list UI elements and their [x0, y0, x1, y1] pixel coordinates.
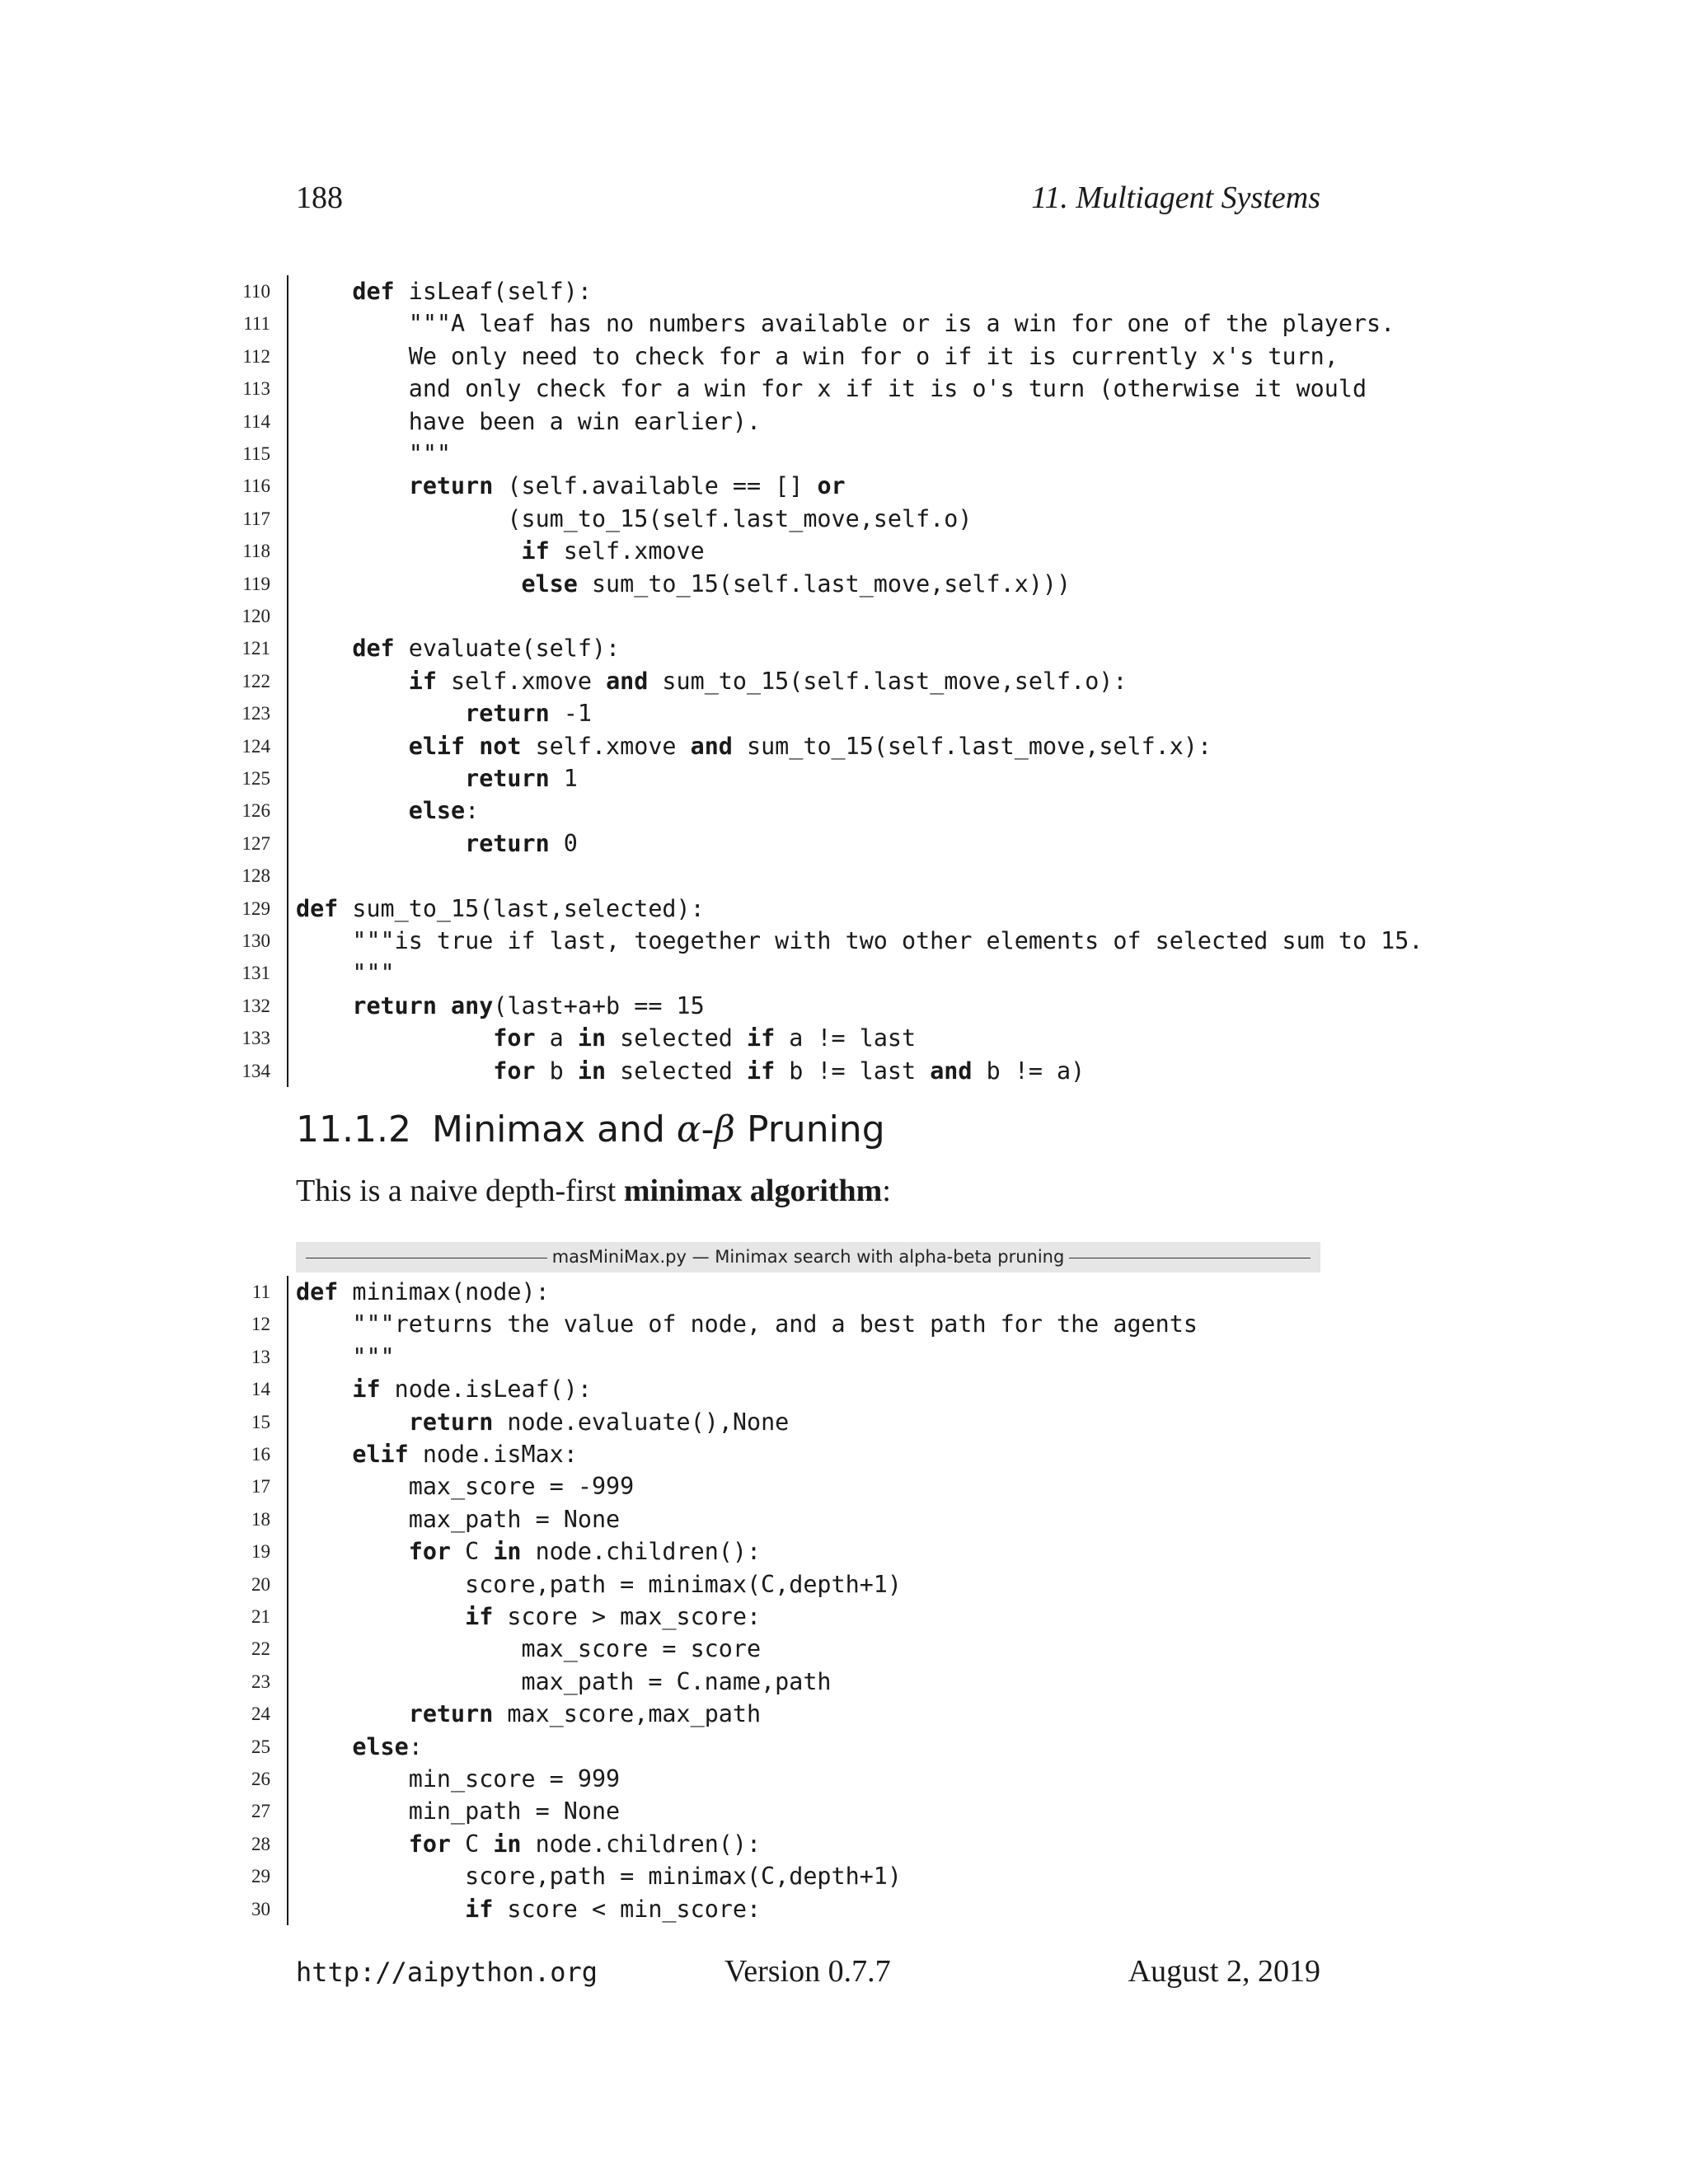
keyword: in: [577, 1024, 607, 1052]
code-text: [296, 568, 1071, 600]
code-token: a: [535, 1024, 578, 1052]
code-text: [296, 470, 846, 502]
code-token: isLeaf(self):: [394, 278, 592, 305]
code-token: [296, 278, 352, 305]
line-number: 126: [241, 800, 270, 822]
code-line: [0, 1795, 1688, 1827]
code-token: b: [535, 1057, 578, 1085]
code-line: [0, 1666, 1688, 1698]
line-number: 121: [241, 638, 270, 659]
code-line: [0, 568, 1688, 600]
line-number: 111: [243, 313, 270, 335]
code-line: [0, 1860, 1688, 1892]
code-token: min_score = 999: [296, 1765, 621, 1793]
code-line: [0, 1698, 1688, 1730]
line-number: 28: [251, 1833, 270, 1854]
code-line: [0, 1893, 1688, 1925]
line-number: 11: [251, 1282, 270, 1302]
line-number: 110: [242, 281, 270, 302]
line-number: 115: [242, 443, 270, 464]
code-line: [0, 1633, 1688, 1665]
code-token: [296, 1896, 465, 1923]
code-token: """A leaf has no numbers available or is a win for one of the players.: [296, 310, 1395, 338]
code-token: b != a): [972, 1057, 1085, 1085]
code-token: max_score = score: [296, 1635, 762, 1663]
code-token: score,path = minimax(C,depth+1): [296, 1570, 902, 1598]
section-title: Minimax and α-β Pruning: [432, 1108, 885, 1151]
alpha-symbol: α: [676, 1108, 701, 1151]
code-line: [0, 307, 1688, 340]
keyword: elif: [408, 732, 466, 760]
code-line: [0, 762, 1688, 794]
code-text: [296, 1893, 761, 1925]
code-line: [0, 1601, 1688, 1633]
keyword: if: [352, 1376, 381, 1404]
code-text: [296, 1341, 395, 1373]
code-token: [296, 537, 521, 565]
code-token: sum_to_15(self.last_move,self.o):: [648, 667, 1128, 695]
keyword: return: [465, 829, 550, 857]
code-token: """is true if last, toegether with two other elements of selected sum to 15.: [296, 927, 1423, 954]
keyword: return: [465, 765, 550, 792]
code-token: -1: [549, 700, 592, 728]
code-text: [296, 307, 1395, 340]
code-token: :: [408, 1732, 423, 1760]
code-listing-islead-evaluate: [0, 275, 1688, 1087]
keyword: def: [296, 1278, 339, 1305]
code-token: """: [296, 1343, 395, 1371]
code-token: selected: [606, 1024, 747, 1052]
line-number: 134: [241, 1060, 270, 1081]
keyword: or: [817, 472, 846, 500]
code-token: score > max_score:: [493, 1603, 762, 1630]
line-number: 113: [242, 378, 270, 400]
keyword: else: [408, 797, 466, 825]
code-token: max_score = -999: [296, 1473, 635, 1501]
code-line: [0, 600, 1688, 632]
line-number: 125: [241, 768, 270, 789]
code-text: [296, 1601, 761, 1633]
code-text: [296, 632, 620, 664]
code-text: [296, 503, 972, 535]
code-token: [296, 1057, 493, 1085]
code-token: score < min_score:: [493, 1895, 762, 1923]
line-number: 17: [251, 1476, 270, 1497]
code-token: [296, 1700, 409, 1727]
keyword: in: [577, 1057, 607, 1085]
line-number: 26: [251, 1769, 270, 1789]
code-token: [296, 765, 465, 792]
code-token: [296, 472, 409, 499]
line-number: 14: [251, 1379, 270, 1400]
code-text: [296, 827, 578, 860]
keyword: not: [479, 732, 522, 760]
code-line: [0, 893, 1688, 925]
code-token: evaluate(self):: [394, 635, 621, 663]
code-text: [296, 1763, 620, 1795]
code-token: sum_to_15(self.last_move,self.x))): [577, 569, 1071, 598]
keyword: return: [408, 1408, 494, 1436]
code-text: [296, 1666, 832, 1698]
line-number: 21: [251, 1606, 270, 1627]
code-token: """: [296, 959, 395, 987]
code-line: [0, 535, 1688, 567]
bold-term: minimax algorithm: [623, 1174, 883, 1208]
code-token: [296, 1024, 493, 1052]
line-number: 131: [241, 963, 270, 984]
keyword: for: [493, 1057, 536, 1085]
page-footer: [296, 1953, 1320, 1994]
keyword: else: [352, 1732, 409, 1760]
running-header: [296, 180, 1320, 221]
footer-url: http://aipython.org: [296, 1957, 598, 1988]
line-number: 124: [241, 735, 270, 757]
keyword: return: [408, 1700, 494, 1728]
code-line: [0, 1055, 1688, 1087]
code-line: [0, 438, 1688, 470]
code-line: [0, 730, 1688, 762]
code-token: We only need to check for a win for o if it is currently x's turn,: [296, 342, 1339, 370]
line-number: 19: [251, 1541, 270, 1563]
code-line: [0, 1308, 1688, 1340]
code-token: self.xmove: [521, 732, 691, 760]
code-line: [0, 665, 1688, 697]
code-token: [296, 830, 465, 857]
code-token: a != last: [775, 1024, 917, 1052]
section-heading: [296, 1108, 885, 1151]
code-text: [296, 1276, 550, 1308]
code-token: have been a win earlier).: [296, 407, 762, 435]
code-text: [296, 535, 705, 567]
code-token: [296, 992, 352, 1019]
code-token: [296, 1538, 409, 1565]
code-token: self.xmove: [549, 537, 705, 565]
code-token: max_path = C.name,path: [296, 1667, 832, 1695]
code-line: [0, 1470, 1688, 1502]
code-line: [0, 632, 1688, 664]
code-line: [0, 1828, 1688, 1860]
code-line: [0, 1503, 1688, 1535]
code-line: [0, 373, 1688, 405]
code-text: [296, 1503, 620, 1535]
intro-paragraph: This is a naive depth-first minimax algorithm:: [296, 1174, 891, 1208]
code-line: [0, 925, 1688, 957]
keyword: and: [930, 1057, 973, 1085]
code-line: [0, 1276, 1688, 1308]
keyword: in: [493, 1538, 522, 1566]
code-text: [296, 1535, 761, 1568]
code-token: C: [451, 1830, 494, 1858]
code-text: [296, 373, 1367, 405]
code-text: [296, 794, 479, 827]
code-text: [296, 438, 451, 470]
code-line: [0, 1022, 1688, 1054]
keyword: if: [746, 1057, 776, 1085]
code-token: selected: [606, 1057, 747, 1085]
line-number: 24: [251, 1704, 270, 1725]
code-text: [296, 990, 705, 1022]
code-token: [437, 992, 451, 1019]
code-line: [0, 1568, 1688, 1601]
code-text: [296, 665, 1128, 697]
code-token: :: [465, 797, 480, 825]
code-text: [296, 1731, 423, 1763]
code-text: [296, 697, 592, 729]
code-text: [296, 762, 578, 794]
keyword: else: [521, 569, 578, 598]
code-token: [296, 1603, 465, 1630]
code-token: [296, 1408, 409, 1436]
code-token: [296, 635, 352, 662]
line-number: 15: [251, 1411, 270, 1432]
code-text: [296, 1406, 789, 1438]
keyword: if: [408, 667, 437, 695]
keyword: return: [465, 700, 550, 728]
line-number: 114: [242, 410, 270, 432]
keyword: and: [690, 732, 733, 760]
code-token: (sum_to_15(self.last_move,self.o): [296, 504, 973, 532]
keyword: def: [352, 278, 395, 305]
code-token: score,path = minimax(C,depth+1): [296, 1863, 902, 1891]
code-token: node.isLeaf():: [380, 1376, 592, 1404]
code-token: node.children():: [521, 1830, 762, 1858]
code-token: (last+a+b == 15: [493, 991, 705, 1019]
code-token: [296, 733, 409, 760]
code-token: [296, 570, 521, 598]
code-line: [0, 1373, 1688, 1405]
line-number: 127: [241, 832, 270, 854]
code-token: [296, 1376, 352, 1403]
code-line: [0, 697, 1688, 729]
code-text: [296, 275, 592, 307]
code-line: [0, 860, 1688, 892]
code-token: [465, 733, 479, 760]
code-token: b != last: [775, 1057, 931, 1085]
code-token: (self.available == []: [493, 472, 818, 500]
line-number: 133: [241, 1028, 270, 1049]
line-number: 119: [242, 573, 270, 594]
code-token: [296, 668, 409, 695]
code-text: [296, 1860, 902, 1892]
code-listing-minimax: [0, 1276, 1688, 1925]
code-token: [296, 1830, 409, 1858]
code-text: [296, 1568, 902, 1601]
line-number: 27: [251, 1801, 270, 1822]
keyword: if: [465, 1603, 494, 1630]
code-line: [0, 1341, 1688, 1373]
line-number: 13: [251, 1346, 270, 1367]
code-line: [0, 1535, 1688, 1568]
code-token: minimax(node):: [338, 1278, 550, 1305]
code-token: min_path = None: [296, 1797, 621, 1825]
line-number: 18: [251, 1508, 270, 1530]
line-number: 22: [251, 1638, 270, 1660]
code-token: sum_to_15(last,selected):: [338, 894, 705, 922]
code-token: node.isMax:: [408, 1441, 578, 1468]
line-number: 20: [251, 1573, 270, 1595]
code-token: [296, 797, 409, 824]
code-token: [296, 1441, 352, 1468]
code-token: node.evaluate(),None: [493, 1408, 790, 1436]
code-line: [0, 827, 1688, 860]
keyword: if: [465, 1895, 494, 1923]
line-number: 128: [241, 865, 270, 887]
listing-file-caption: masMiniMax.py — Minimax search with alpha-beta pruning: [547, 1247, 1070, 1267]
code-token: node.children():: [521, 1538, 762, 1566]
code-line: [0, 1763, 1688, 1795]
keyword: elif: [352, 1441, 409, 1468]
code-text: [296, 1308, 1198, 1340]
code-token: 0: [549, 829, 578, 857]
line-number: 23: [251, 1671, 270, 1692]
beta-symbol: β: [714, 1108, 735, 1151]
code-line: [0, 503, 1688, 535]
listing-file-caption-bar: [296, 1242, 1320, 1272]
line-number: 117: [242, 508, 270, 529]
section-number: 11.1.2: [296, 1108, 411, 1151]
code-line: [0, 1731, 1688, 1763]
code-token: [296, 700, 465, 727]
code-token: """returns the value of node, and a best path for the agents: [296, 1310, 1198, 1338]
line-number: 30: [251, 1898, 270, 1919]
keyword: return: [408, 472, 494, 500]
keyword: for: [408, 1538, 452, 1566]
line-number: 29: [251, 1866, 270, 1887]
line-number: 130: [241, 930, 270, 951]
code-line: [0, 1406, 1688, 1438]
keyword: def: [352, 635, 395, 663]
code-text: [296, 925, 1423, 957]
code-text: [296, 1470, 634, 1502]
keyword: for: [493, 1024, 536, 1052]
line-number: 118: [242, 541, 270, 562]
line-number: 12: [251, 1314, 270, 1335]
code-line: [0, 340, 1688, 373]
code-token: C: [451, 1538, 494, 1566]
keyword: any: [451, 991, 494, 1019]
code-text: [296, 957, 395, 989]
code-line: [0, 470, 1688, 502]
code-token: [296, 1733, 352, 1760]
line-number: 123: [241, 703, 270, 724]
code-line: [0, 1438, 1688, 1470]
keyword: in: [493, 1830, 522, 1858]
code-line: [0, 990, 1688, 1022]
code-text: [296, 1022, 916, 1054]
line-number: 122: [241, 670, 270, 691]
code-text: [296, 1698, 761, 1730]
code-line: [0, 275, 1688, 307]
code-token: 1: [549, 765, 578, 792]
keyword: if: [521, 537, 550, 565]
code-token: sum_to_15(self.last_move,self.x):: [732, 732, 1212, 760]
code-text: [296, 1055, 1085, 1087]
code-text: [296, 893, 705, 925]
code-line: [0, 794, 1688, 827]
line-number: 16: [251, 1444, 270, 1465]
line-number: 120: [241, 606, 270, 626]
code-line: [0, 957, 1688, 989]
code-token: and only check for a win for x if it is o's turn (otherwise it would: [296, 375, 1367, 403]
footer-version: Version 0.7.7: [724, 1954, 891, 1989]
keyword: for: [408, 1830, 452, 1858]
code-text: [296, 340, 1339, 373]
code-text: [296, 1373, 592, 1405]
code-text: [296, 1438, 578, 1470]
code-token: """: [296, 440, 452, 467]
page-number: 188: [296, 180, 343, 215]
running-title: 11. Multiagent Systems: [1031, 180, 1320, 215]
code-line: [0, 405, 1688, 438]
line-number: 25: [251, 1736, 270, 1757]
code-text: [296, 1633, 761, 1665]
keyword: def: [296, 894, 339, 922]
code-text: [296, 405, 761, 438]
code-text: [296, 1795, 620, 1827]
code-token: max_path = None: [296, 1505, 621, 1533]
footer-date: August 2, 2019: [1128, 1954, 1320, 1989]
code-token: self.xmove: [436, 667, 607, 695]
line-number: 116: [242, 476, 270, 497]
line-number: 132: [241, 995, 270, 1016]
keyword: and: [606, 667, 649, 695]
code-text: [296, 1828, 761, 1860]
code-text: [296, 730, 1212, 762]
code-token: max_score,max_path: [493, 1700, 762, 1728]
line-number: 112: [242, 345, 270, 367]
keyword: if: [746, 1024, 776, 1052]
keyword: return: [352, 991, 437, 1019]
line-number: 129: [241, 898, 270, 919]
